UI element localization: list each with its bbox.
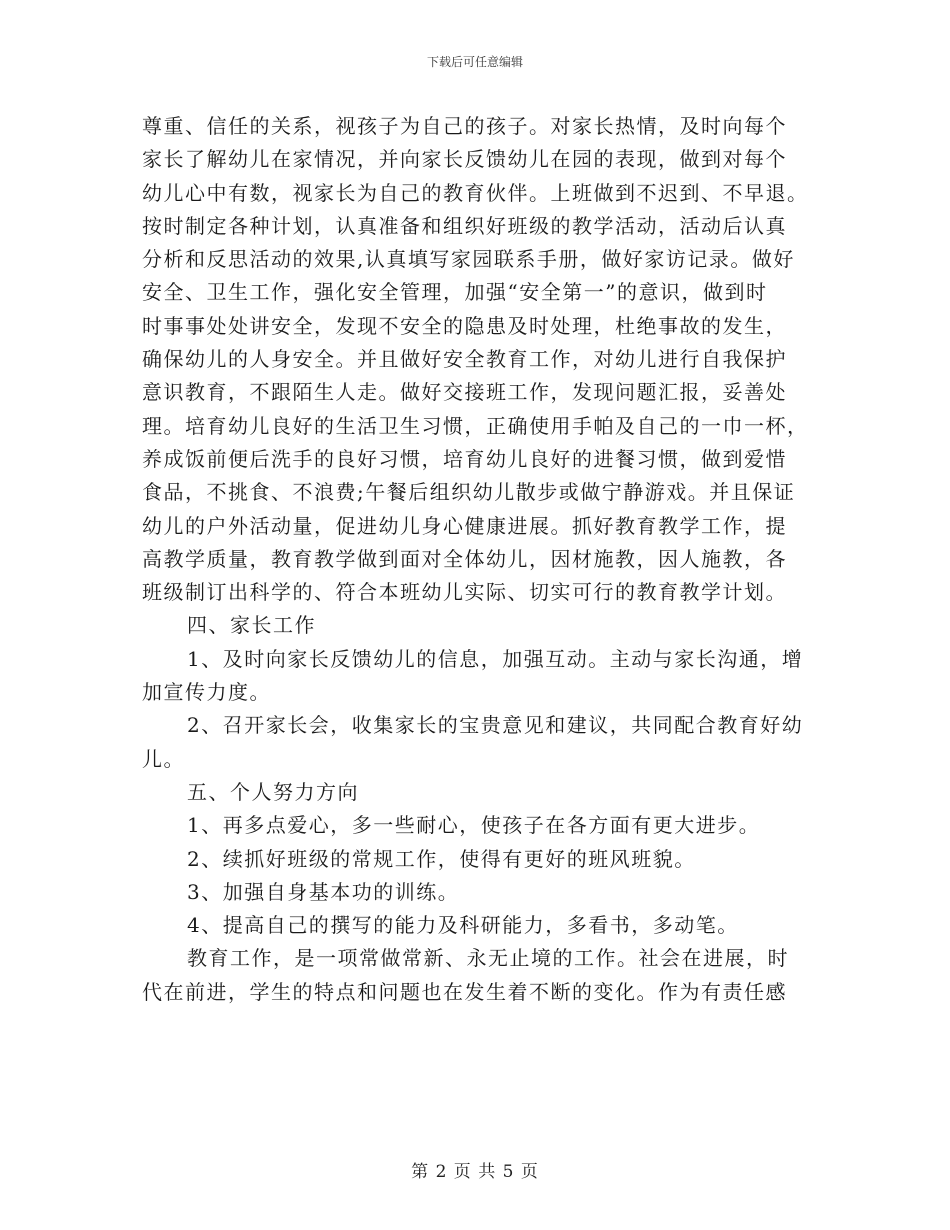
- text-line: 四、家长工作: [187, 613, 316, 638]
- page-footer: 第 2 页 共 5 页: [411, 1162, 539, 1182]
- text-line: 五、个人努力方向: [187, 779, 359, 804]
- text-line: 确保幼儿的人身安全。并且做好安全教育工作，对幼儿进行自我保护: [142, 347, 787, 372]
- text-line: 加宣传力度。: [142, 680, 271, 705]
- text-line: 幼儿的户外活动量，促进幼儿身心健康进展。抓好教育教学工作，提: [142, 513, 787, 538]
- text-line: 儿。: [142, 746, 185, 771]
- text-line: 3、加强自身基本功的训练。: [187, 879, 460, 904]
- text-line: 尊重、信任的关系，视孩子为自己的孩子。对家长热情，及时向每个: [142, 114, 787, 138]
- text-line: 教育工作，是一项常做常新、永无止境的工作。社会在进展，时: [187, 946, 789, 971]
- text-line: 意识教育，不跟陌生人走。做好交接班工作，发现问题汇报，妥善处: [142, 380, 787, 405]
- text-line: 理。培育幼儿良好的生活卫生习惯，正确使用手帕及自己的一巾一杯，: [142, 413, 809, 438]
- text-line: 家长了解幼儿在家情况，并向家长反馈幼儿在园的表现，做到对每个: [142, 147, 787, 172]
- text-line: 养成饭前便后洗手的良好习惯，培育幼儿良好的进餐习惯，做到爱惜: [142, 446, 787, 471]
- text-line: 班级制订出科学的、符合本班幼儿实际、切实可行的教育教学计划。: [142, 580, 787, 605]
- text-line: 安全、卫生工作，强化安全管理，加强“安全第一”的意识，做到时: [142, 280, 768, 305]
- text-line: 4、提高自己的撰写的能力及科研能力，多看书，多动笔。: [187, 913, 739, 938]
- text-line: 代在前进，学生的特点和问题也在发生着不断的变化。作为有责任感: [142, 979, 787, 1004]
- document-body: [142, 110, 814, 1009]
- text-line: 1、再多点爱心，多一些耐心，使孩子在各方面有更大进步。: [187, 813, 761, 838]
- text-line: 食品，不挑食、不浪费;午餐后组织幼儿散步或做宁静游戏。并且保证: [142, 480, 796, 505]
- text-line: 按时制定各种计划，认真准备和组织好班级的教学活动，活动后认真: [142, 213, 787, 238]
- text-line: 1、及时向家长反馈幼儿的信息，加强互动。主动与家长沟通，增: [187, 646, 804, 671]
- text-line: 时事事处处讲安全，发现不安全的隐患及时处理，杜绝事故的发生，: [142, 313, 787, 338]
- text-line: 2、召开家长会，收集家长的宝贵意见和建议，共同配合教育好幼: [187, 713, 804, 738]
- page-header: 下载后可任意编辑: [426, 55, 523, 69]
- text-line: 2、续抓好班级的常规工作，使得有更好的班风班貌。: [187, 846, 696, 871]
- text-line: 分析和反思活动的效果,认真填写家园联系手册，做好家访记录。做好: [142, 247, 795, 272]
- text-line: 幼儿心中有数，视家长为自己的教育伙伴。上班做到不迟到、不早退。: [142, 180, 809, 205]
- text-line: 高教学质量，教育教学做到面对全体幼儿，因材施教，因人施教，各: [142, 546, 787, 571]
